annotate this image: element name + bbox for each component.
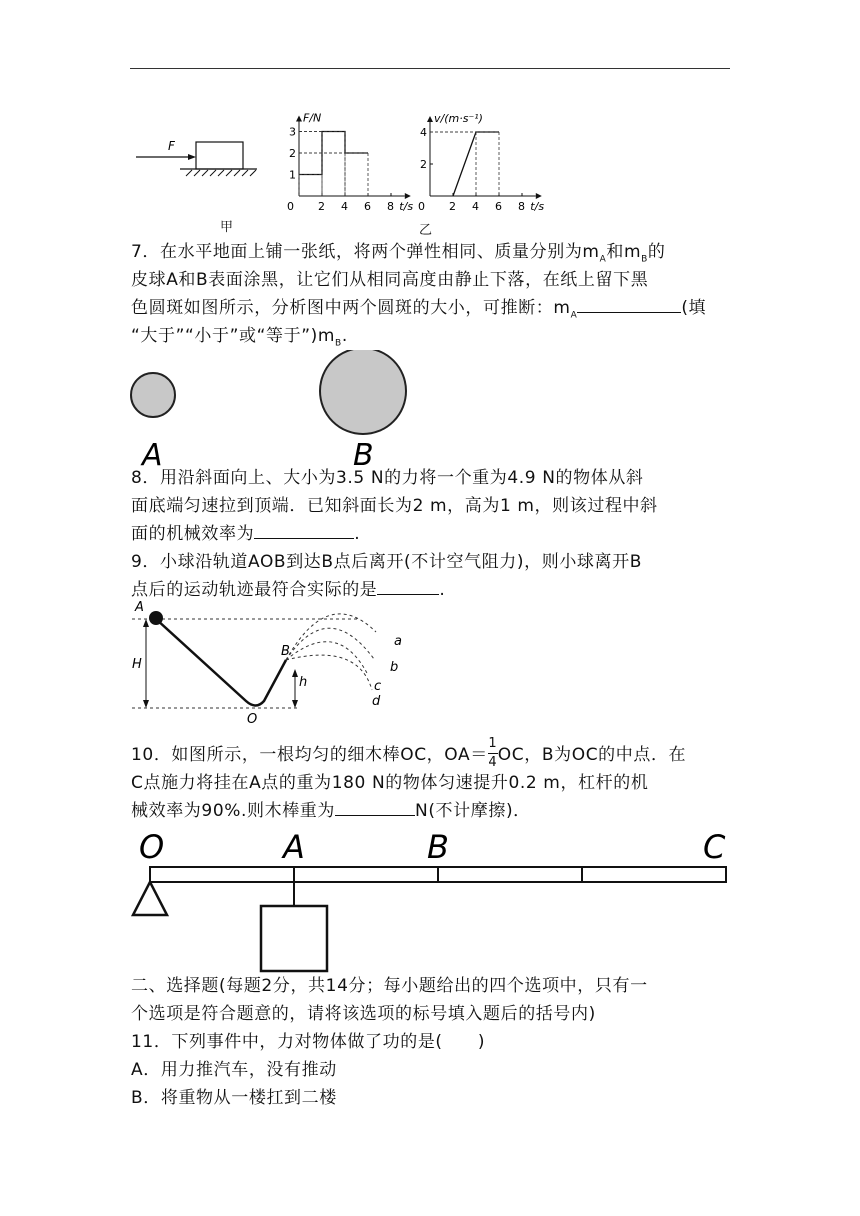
q10-line2: C点施力将挂在A点的重为180 N的物体匀速提升0.2 m，杠杆的机 — [131, 773, 649, 793]
label-lever-a: A — [283, 828, 305, 866]
q7-line3: 色圆斑如图所示，分析图中两个圆斑的大小，可推断：$m_A$ (填 — [131, 294, 731, 329]
figure-jia — [130, 126, 260, 188]
trajectory-c — [286, 642, 368, 675]
fraction-one-quarter: $\frac{1}{4}$ — [488, 736, 498, 770]
label-track-h-big: H — [132, 657, 142, 672]
figure-spots — [125, 350, 425, 475]
q10-line3: 械效率为90%.则木棒重为 N(不计摩擦)． — [131, 797, 731, 825]
vt-x-tick-label: 8 — [518, 200, 525, 213]
ft-x-tick-label: 4 — [341, 200, 348, 213]
ft-x-tick-label: 2 — [318, 200, 325, 213]
header-rule — [130, 68, 730, 69]
label-lever-b: B — [427, 828, 449, 866]
label-traj-c: c — [374, 679, 382, 694]
block — [196, 142, 243, 169]
label-lever-o: O — [139, 828, 165, 866]
q11-option-b[interactable]: B．将重物从一楼扛到二楼 — [131, 1088, 337, 1108]
q7-line4: “大于”“小于”或“等于$”)m_B$. — [131, 326, 348, 349]
q8-line3: 面的机械效率为 . — [131, 520, 731, 548]
vt-y-tick-label: 2 — [420, 158, 427, 171]
label-lever-c: C — [703, 828, 726, 866]
q7-line1: 7．在水平地面上铺一张纸，将两个弹性相同、质量分别为$m_A$和$m_B$的 — [131, 242, 666, 265]
vt-x-tick-label: 2 — [449, 200, 456, 213]
vt-y-arrow — [427, 116, 433, 122]
ft-x-tick-label: 6 — [364, 200, 371, 213]
caption-yi: 乙 — [419, 223, 433, 238]
ft-y-tick-label: 1 — [289, 168, 296, 182]
ft-y-tick-label: 2 — [289, 147, 296, 160]
section2-line2: 个选项是符合题意的，请将该选项的标号填入题后的括号内) — [131, 1004, 596, 1024]
q11-option-a[interactable]: A．用力推汽车，没有推动 — [131, 1060, 337, 1080]
label-track-h-small: h — [299, 675, 308, 690]
q9-line2: 点后的运动轨迹最符合实际的是 . — [131, 576, 731, 604]
label-spot-b: B — [353, 438, 374, 473]
section2-line1: 二、选择题(每题2分，共14分；每小题给出的四个选项中，只有一 — [131, 976, 648, 996]
label-track-o: O — [247, 712, 258, 727]
q11-stem: 11．下列事件中，力对物体做了功的是( ) — [131, 1032, 486, 1052]
vt-x-tick-label: 0 — [418, 200, 425, 213]
fulcrum — [133, 882, 167, 915]
q10-line1: 10．如图所示，一根均匀的细木棒OC，OA＝ $\frac{1}{4}$ OC，B为OC的中点．在 — [131, 736, 687, 770]
track-aob — [156, 619, 286, 706]
vt-x-tick-label: 4 — [472, 200, 479, 213]
force-label: F — [168, 139, 175, 153]
ft-x-tick-label: 0 — [287, 200, 294, 213]
vt-x-arrow — [536, 193, 542, 199]
vt-x-label: t/s — [530, 200, 545, 213]
trajectory-a — [286, 614, 376, 660]
ft-y-arrow — [296, 116, 302, 122]
spot-a — [131, 373, 175, 417]
label-traj-b: b — [390, 660, 399, 675]
q7-line2: 皮球A和B表面涂黑，让它们从相同高度由静止下落，在纸上留下黑 — [131, 270, 649, 290]
vt-x-tick-label: 6 — [495, 200, 502, 213]
ft-x-arrow — [405, 193, 411, 199]
chart-velocity-time — [416, 100, 566, 220]
ball — [149, 611, 163, 625]
hanging-weight — [261, 906, 327, 971]
q9-line1: 9．小球沿轨道AOB到达B点后离开(不计空气阻力)，则小球离开B — [131, 552, 642, 572]
label-traj-a: a — [394, 634, 402, 649]
q7-answer-blank[interactable] — [577, 294, 681, 313]
q8-line1: 8．用沿斜面向上、大小为3.5 N的力将一个重为4.9 N的物体从斜 — [131, 468, 644, 488]
ft-x-label: t/s — [399, 200, 414, 213]
ft-x-tick-label: 8 — [387, 200, 394, 213]
label-track-a: A — [135, 600, 144, 615]
spot-b — [320, 350, 406, 434]
label-track-b: B — [281, 644, 290, 659]
ft-y-tick-label: 3 — [289, 125, 296, 139]
label-traj-d: d — [372, 694, 381, 709]
chart-force-time — [283, 100, 423, 220]
caption-jia: 甲 — [220, 220, 234, 235]
ft-y-label: F/N — [303, 111, 322, 125]
figure-lever — [125, 826, 735, 976]
q10-answer-blank[interactable] — [335, 797, 415, 816]
q9-answer-blank[interactable] — [377, 576, 439, 595]
q8-line2: 面底端匀速拉到顶端．已知斜面长为2 m，高为1 m，则该过程中斜 — [131, 496, 658, 516]
label-spot-a: A — [142, 438, 163, 473]
figure-track — [128, 597, 418, 727]
vt-y-tick-label: 4 — [420, 126, 427, 139]
q8-answer-blank[interactable] — [254, 520, 354, 539]
vt-y-label: v/(m·s⁻¹) — [434, 112, 483, 125]
